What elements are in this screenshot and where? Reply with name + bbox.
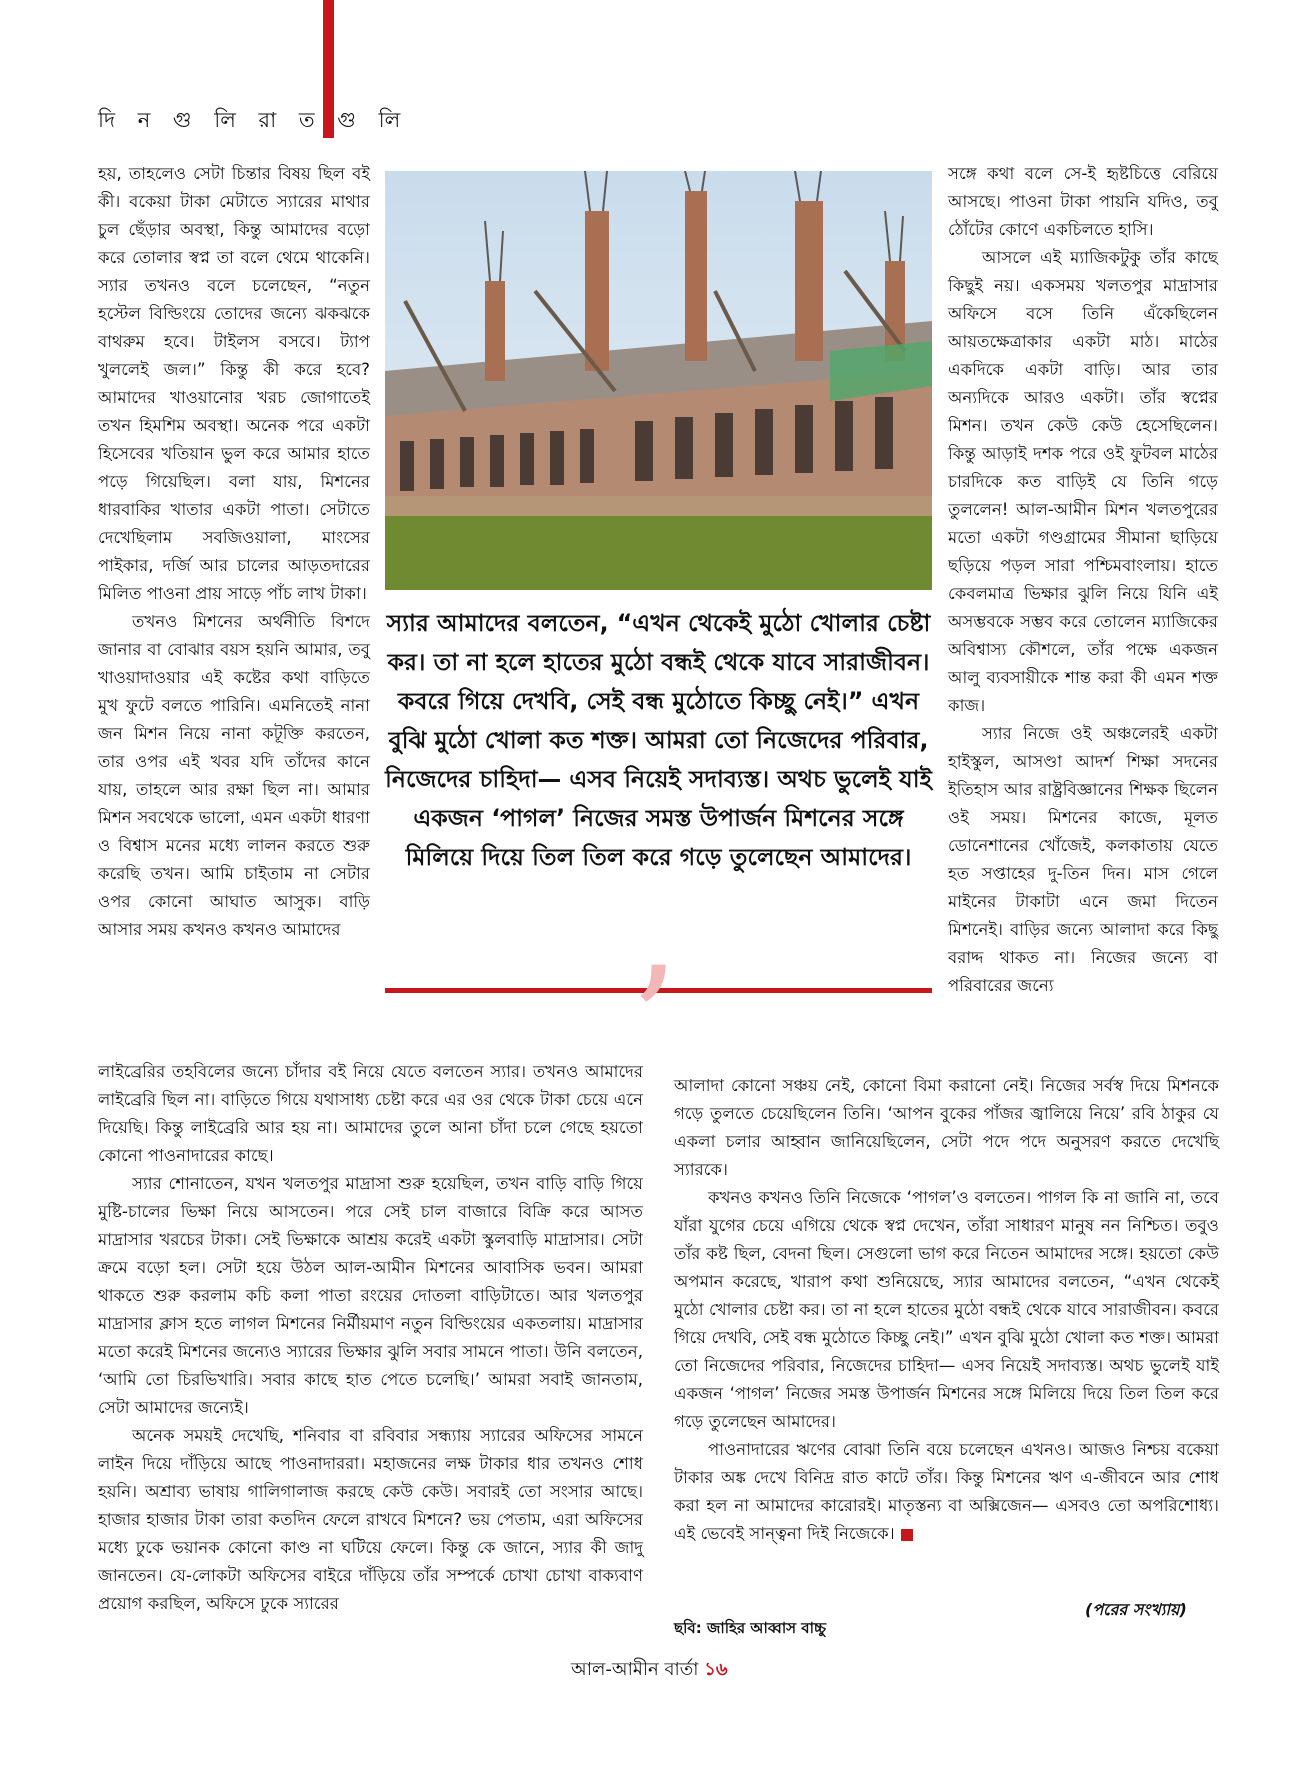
construction-photo xyxy=(385,171,932,590)
quote-mark-icon: ’ xyxy=(630,936,678,1110)
publication-name: আল-আমীন বার্তা xyxy=(571,1659,699,1680)
paragraph: স্যার শোনাতেন, যখন খলতপুর মাদ্রাসা শুরু হয়েছিল, তখন বাড়ি বাড়ি গিয়ে মুষ্টি-চালের ভিক্ষা নিয়ে আসতেন। পরে সেই চাল বাজারে বিক্রি করে আসত মাদ্রাসার খরচের টাকা। সেই ভিক্ষাকে আশ্রয় করেই একটা স্কুলবাড়ি মাদ্রাসার। সেটা ক্রমে বড়ো হল। সেটা হয়ে উঠল আল-আমীন মিশনের আবাসিক ভবন। আমরা থাকতে শুরু করলাম কচি কলা পাতা রংয়ের দোতলা বাড়িটাতে। আর খলতপুর মাদ্রাসার ক্লাস হতে লাগল মিশনের নির্মীয়মাণ নতুন বিল্ডিংয়ের একতলায়। মাদ্রাসার মতো করেই মিশনের জন্যেও স্যারের ভিক্ষার ঝুলি সবার সামনে পাতা। উনি বলতেন, ‘আমি তো চিরভিখারি। সবার কাছে হাত পেতে চলেছি।’ আমরা সবাই জানতাম, সেটা আমাদের জন্যেই। xyxy=(98,1174,643,1417)
paragraph-text: পাওনাদারের ঋণের বোঝা তিনি বয়ে চলেছেন এখনও। আজও নিশ্চয় বকেয়া টাকার অঙ্ক দেখে বিনিদ্র রাত কাটে তাঁর। কিন্তু মিশনের ঋণ এ-জীবনে আর শোধ করা হল না আমাদের কারোরই। মাতৃস্তন্য বা অক্সিজেন— এসবও তো অপরিশোধ্য। এই ভেবেই সান্ত্বনা দিই নিজেকে। xyxy=(674,1440,1219,1543)
paragraph: হয়, তাহলেও সেটা চিন্তার বিষয় ছিল বই কী। বকেয়া টাকা মেটাতে স্যারের মাথার চুল ছেঁড়ার অবস্থা, কিন্তু আমাদের বড়ো করে তোলার স্বপ্ন তা বলে থেমে থাকেনি। স্যার তখনও বলে চলেছেন, “নতুন হস্টেল বিল্ডিংয়ে তোদের জন্যে ঝকঝকে বাথরুম হবে। টাইলস বসবে। ট্যাপ খুললেই জল।” কিন্তু কী করে হবে? আমাদের খাওয়ানোর খরচ জোগাতেই তখন হিমশিম অবস্থা। অনেক পরে একটা হিসেবের খতিয়ান ভুল করে আমার হাতে পড়ে গিয়েছিল। বলা যায়, মিশনের ধারবাকির খাতার একটা পাতা। সেটাতে দেখেছিলাম সবজিওয়ালা, মাংসের পাইকার, দর্জি আর চালের আড়তদারের মিলিত পাওনা প্রায় সাড়ে পাঁচ লাখ টাকা। xyxy=(98,164,370,603)
paragraph-final xyxy=(674,1436,1219,1548)
pull-quote: স্যার আমাদের বলতেন, “এখন থেকেই মুঠো খোলার চেষ্টা কর। তা না হলে হাতের মুঠো বন্ধই থেকে যাবে সারাজীবন। কবরে গিয়ে দেখবি, সেই বন্ধ মুঠোতে কিচ্ছু নেই।” এখন বুঝি মুঠো খোলা কত শক্ত। আমরা তো নিজেদের পরিবার, নিজেদের চাহিদা— এসব নিয়েই সদাব্যস্ত। অথচ ভুলেই যাই একজন ‘পাগল’ নিজের সমস্ত উপার্জন মিশনের সঙ্গে মিলিয়ে দিয়ে তিল তিল করে গড়ে তুলেছেন আমাদের। xyxy=(385,609,932,871)
paragraph: আলাদা কোনো সঞ্চয় নেই, কোনো বিমা করানো নেই। নিজের সর্বস্ব দিয়ে মিশনকে গড়ে তুলতে চেয়েছিলেন তিনি। ‘আপন বুকের পাঁজর জ্বালিয়ে নিয়ে’ রবি ঠাকুর যে একলা চলার আহ্বান জানিয়েছিলেন, সেটা পদে পদে অনুসরণ করতে দেখেছি স্যারকে। xyxy=(674,1076,1219,1179)
paragraph: আসলে এই ম্যাজিকটুকু তাঁর কাছে কিছুই নয়। একসময় খলতপুর মাদ্রাসার অফিসে বসে তিনি এঁকেছিলেন আয়তক্ষেত্রাকার একটা মাঠ। মাঠের একদিকে একটা বাড়ি। আর তার অন্যদিকে আরও একটা। তাঁর স্বপ্নের মিশন। তখন কেউ কেউ হেসেছিলেন। কিন্তু আড়াই দশক পরে ওই ফুটবল মাঠের চারদিকে কত বাড়িই যে তিনি গড়ে তুললেন! আল-আমীন মিশন খলতপুরের মতো একটা গণ্ডগ্রামের সীমানা ছাড়িয়ে ছড়িয়ে পড়ল সারা পশ্চিমবাংলায়। হাতে কেবলমাত্র ভিক্ষার ঝুলি নিয়ে যিনি এই অসম্ভবকে সম্ভব করে তোলেন ম্যাজিকের অবিশ্বাস্য কৌশলে, তাঁর পক্ষে একজন আলু ব্যবসায়ীকে শান্ত করা কী এমন শক্ত কাজ। xyxy=(948,248,1218,715)
paragraph: সঙ্গে কথা বলে সে-ই হৃষ্টচিত্তে বেরিয়ে আসছে। পাওনা টাকা পায়নি যদিও, তবু ঠোঁটের কোণে একচিলতে হাসি। xyxy=(948,164,1218,239)
end-mark-icon xyxy=(901,1529,913,1541)
page-footer xyxy=(571,1655,728,1686)
article-column-bottom-right xyxy=(674,1072,1219,1612)
paragraph: লাইব্রেরির তহবিলের জন্যে চাঁদার বই নিয়ে যেতে বলতেন স্যার। তখনও আমাদের লাইব্রেরি ছিল না। বাড়িতে গিয়ে যথাসাধ্য চেষ্টা করে এর ওর থেকে টাকা চেয়ে এনে দিয়েছি। কিন্তু লাইব্রেরি আর হয় না। আমাদের তুলে আনা চাঁদা চলে গেছে হয়তো কোনো পাওনাদারের কাছে। xyxy=(98,1062,643,1165)
paragraph: কখনও কখনও তিনি নিজেকে ‘পাগল’ও বলতেন। পাগল কি না জানি না, তবে যাঁরা যুগের চেয়ে এগিয়ে থেকে স্বপ্ন দেখেন, তাঁরা সাধারণ মানুষ নন নিশ্চিত। তবুও তাঁর কষ্ট ছিল, বেদনা ছিল। সেগুলো ভাগ করে নিতেন আমাদের সঙ্গে। হয়তো কেউ অপমান করেছে, খারাপ কথা শুনিয়েছে, স্যার আমাদের বলতেন, “এখন থেকেই মুঠো খোলার চেষ্টা কর। তা না হলে হাতের মুঠো বন্ধই থেকে যাবে সারাজীবন। কবরে গিয়ে দেখবি, সেই বন্ধ মুঠোতে কিচ্ছু নেই।” এখন বুঝি মুঠো খোলা কত শক্ত। আমরা তো নিজেদের পরিবার, নিজেদের চাহিদা— এসব নিয়েই সদাব্যস্ত। অথচ ভুলেই যাই একজন ‘পাগল’ নিজের সমস্ত উপার্জন মিশনের সঙ্গে মিলিয়ে দিয়ে তিল তিল করে গড়ে তুলেছেন আমাদের। xyxy=(674,1188,1219,1431)
section-title: দি ন গু লি রা ত গু লি xyxy=(98,108,409,132)
article-column-left xyxy=(98,160,370,1060)
paragraph: অনেক সময়ই দেখেছি, শনিবার বা রবিবার সন্ধ্যায় স্যারের অফিসের সামনে লাইন দিয়ে দাঁড়িয়ে আছে পাওনাদাররা। মহাজনের লক্ষ টাকার ধার তখনও শোধ হয়নি। অশ্রাব্য ভাষায় গালিগালাজ করছে কেউ কেউ। সবারই তো সংসার আছে। হাজার হাজার টাকা তারা কতদিন ফেলে রাখবে মিশনে? ভয় পেতাম, এরা অফিসের মধ্যে ঢুকে ভয়ানক কোনো কাণ্ড না ঘটিয়ে ফেলে। কিন্তু কে জানে, স্যার কী জাদু জানতেন। যে-লোকটা অফিসের বাইরে দাঁড়িয়ে তাঁর সম্পর্কে চোখা চোখা বাক্যবাণ প্রয়োগ করছিল, অফিসে ঢুকে স্যারের xyxy=(98,1426,643,1613)
article-column-right xyxy=(948,160,1218,1090)
page-number: ১৬ xyxy=(704,1659,728,1680)
photo-credit: ছবি: জাহির আব্বাস বাচ্চু xyxy=(674,1619,827,1637)
paragraph: তখনও মিশনের অর্থনীতি বিশদে জানার বা বোঝার বয়স হয়নি আমার, তবু খাওয়াদাওয়ার এই কষ্টের কথা বাড়িতে মুখ ফুটে বলতে পারিনি। এমনিতেই নানা জন মিশন নিয়ে নানা কটূক্তি করতেন, তার ওপর এই খবর যদি তাঁদের কানে যায়, তাহলে আর রক্ষা ছিল না। আমার মিশন সবথেকে ভালো, এমন একটা ধারণা ও বিশ্বাস মনের মধ্যে লালন করতে শুরু করেছি তখন। আমি চাইতাম না সেটার ওপর কোনো আঘাত আসুক। বাড়ি আসার সময় কখনও কখনও আমাদের xyxy=(98,612,370,939)
paragraph: স্যার নিজে ওই অঞ্চলেরই একটা হাইস্কুল, আসণ্ডা আদর্শ শিক্ষা সদনের ইতিহাস আর রাষ্ট্রবিজ্ঞানের শিক্ষক ছিলেন ওই সময়। মিশনের কাজে, মূলত ডোনেশানের খোঁজেই, কলকাতায় যেতে হত সপ্তাহের দু-তিন দিন। মাস গেলে মাইনের টাকাটা এনে জমা দিতেন মিশনেই। বাড়ির জন্যে আলাদা করে কিছু বরাদ্দ থাকত না। নিজের জন্যে বা পরিবারের জন্যে xyxy=(948,724,1218,995)
article-column-bottom-left xyxy=(98,1058,643,1658)
continued-note: (পরের সংখ্যায়) xyxy=(1085,1600,1187,1619)
